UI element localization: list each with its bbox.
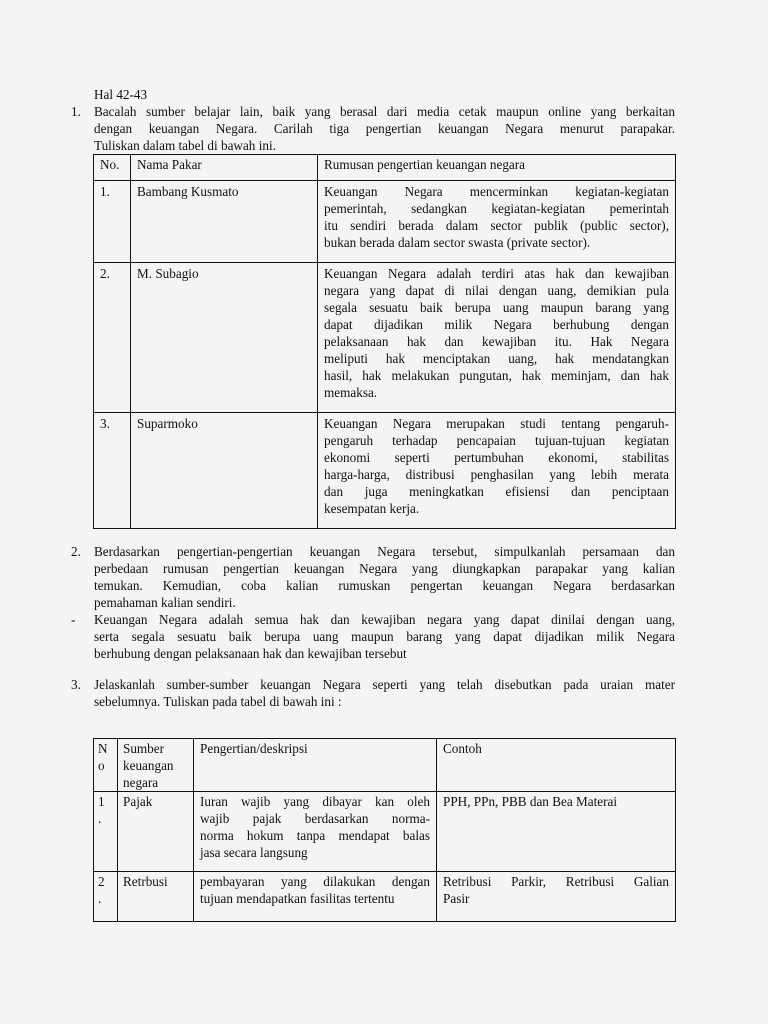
- answer-line: serta segala sesuatu baik berupa uang maupun barang yang dapat dijadikan milik Negara: [94, 629, 675, 644]
- q2-line: pemahaman kalian sendiri.: [94, 595, 236, 610]
- row-no: 1.: [94, 181, 131, 263]
- header-name: Nama Pakar: [131, 155, 318, 181]
- table-row: [94, 181, 676, 263]
- q3-line: sebelumnya. Tuliskan pada tabel di bawah ini :: [94, 694, 342, 709]
- row-no: 2 .: [94, 872, 118, 922]
- q2-text: [94, 543, 675, 611]
- header-example: Contoh: [437, 739, 676, 792]
- answer-bullet: -: [71, 612, 76, 627]
- header-no: No.: [94, 155, 131, 181]
- q3-line: Jelaskanlah sumber-sumber keuangan Negara seperti yang telah disebutkan pada uraian mater: [94, 677, 675, 692]
- table-row: [94, 792, 676, 872]
- row-no: 3.: [94, 413, 131, 529]
- source-name: Pajak: [118, 792, 194, 872]
- header-definition: Rumusan pengertian keuangan negara: [318, 155, 676, 181]
- q3-number: 3.: [71, 677, 81, 692]
- expert-definition: Keuangan Negara mencerminkan kegiatan-kegiatan pemerintah, sedangkan kegiatan-kegiatan pemerintah itu sendiri berada dalam sector publik (public sector), bukan berada dalam sector swasta (private sector).: [318, 181, 676, 263]
- answer-line: berhubung dengan pelaksanaan hak dan kewajiban tersebut: [94, 646, 407, 661]
- source-example: PPH, PPn, PBB dan Bea Materai: [437, 792, 676, 872]
- page-reference: Hal 42-43: [94, 87, 148, 102]
- header-source: Sumber keuangan negara: [118, 739, 194, 792]
- expert-name: M. Subagio: [131, 263, 318, 413]
- q1-line: Tuliskan dalam tabel di bawah ini.: [94, 138, 276, 153]
- q2-line: temukan. Kemudian, coba kalian rumuskan pengertan keuangan Negara berdasarkan: [94, 578, 675, 593]
- q1-line: dengan keuangan Negara. Carilah tiga pengertian keuangan Negara menurut parapakar.: [94, 121, 675, 136]
- expert-name: Suparmoko: [131, 413, 318, 529]
- source-description: Iuran wajib yang dibayar kan oleh wajib pajak berdasarkan norma- norma hokum tanpa mendapat balas jasa secara langsung: [194, 792, 437, 872]
- source-example: Retribusi Parkir, Retribusi Galian Pasir: [437, 872, 676, 922]
- q2-line: Berdasarkan pengertian-pengertian keuangan Negara tersebut, simpulkanlah persamaan dan: [94, 544, 675, 559]
- source-name: Retrbusi: [118, 872, 194, 922]
- q3-text: [94, 676, 675, 710]
- sources-table: [93, 738, 676, 922]
- expert-definition: Keuangan Negara merupakan studi tentang pengaruh- pengaruh terhadap pencapaian tujuan-tujuan kegiatan ekonomi seperti pertumbuhan ekonomi, stabilitas harga-harga, distribusi penghasilan yang lebih merata dan juga meningkatkan efisiensi dan penciptaan kesempatan kerja.: [318, 413, 676, 529]
- q1-text: [94, 103, 675, 154]
- q1-line: Bacalah sumber belajar lain, baik yang berasal dari media cetak maupun online yang berkaitan: [94, 104, 675, 119]
- answer-line: Keuangan Negara adalah semua hak dan kewajiban negara yang dapat dinilai dengan uang,: [94, 612, 675, 627]
- table-header-row: [94, 155, 676, 181]
- table-header-row: [94, 739, 676, 792]
- row-no: 2.: [94, 263, 131, 413]
- table-row: [94, 872, 676, 922]
- expert-name: Bambang Kusmato: [131, 181, 318, 263]
- q2-number: 2.: [71, 544, 81, 559]
- header-no: N o: [94, 739, 118, 792]
- header-description: Pengertian/deskripsi: [194, 739, 437, 792]
- q2-line: perbedaan rumusan pengertian keuangan Negara yang diungkapkan parapakar yang kalian: [94, 561, 675, 576]
- q1-number: 1.: [71, 104, 81, 119]
- source-description: pembayaran yang dilakukan dengan tujuan mendapatkan fasilitas tertentu: [194, 872, 437, 922]
- table-row: [94, 263, 676, 413]
- experts-table: [93, 154, 676, 529]
- row-no: 1 .: [94, 792, 118, 872]
- expert-definition: Keuangan Negara adalah terdiri atas hak dan kewajiban negara yang dapat di nilai dengan uang, demikian pula segala sesuatu baik berupa uang maupun barang yang dapat dijadikan milik Negara berhubung dengan pelaksanaan hak dan kewajiban itu. Hak Negara meliputi hak menciptakan uang, hak mendatangkan hasil, hak melakukan pungutan, hak meminjam, dan hak memaksa.: [318, 263, 676, 413]
- table-row: [94, 413, 676, 529]
- answer-text: [94, 611, 675, 662]
